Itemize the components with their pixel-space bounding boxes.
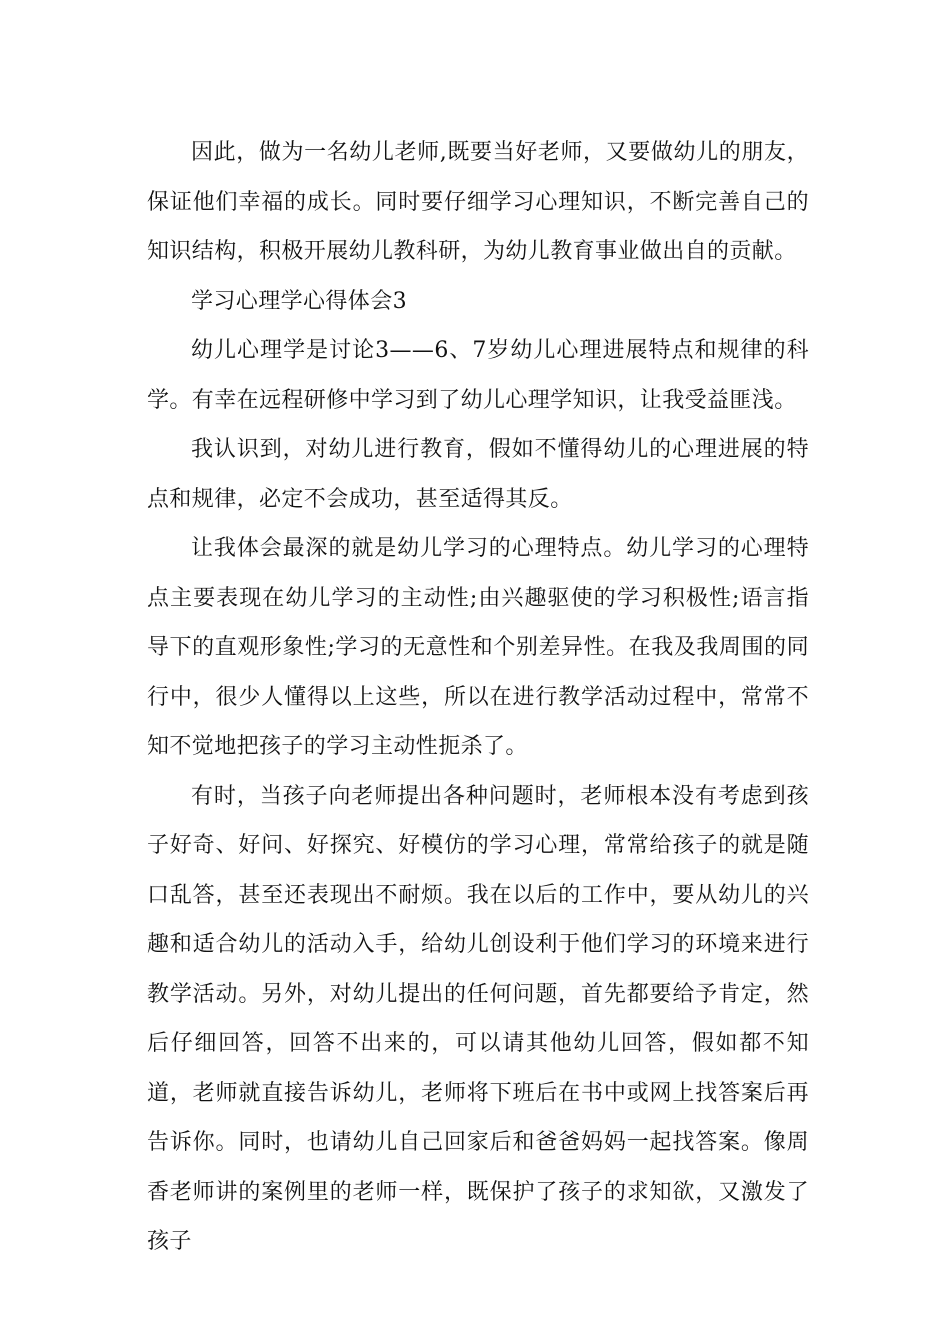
document-body <box>147 128 809 1267</box>
paragraph-understanding: 我认识到，对幼儿进行教育，假如不懂得幼儿的心理进展的特点和规律，必定不会成功，甚至适得其反。 <box>147 437 809 512</box>
paragraph-questions: 有时，当孩子向老师提出各种问题时，老师根本没有考虑到孩子好奇、好问、好探究、好模仿的学习心理，常常给孩子的就是随口乱答，甚至还表现出不耐烦。我在以后的工作中，要从幼儿的兴趣和适合幼儿的活动入手，给幼儿创设利于他们学习的环境来进行教学活动。另外，对幼儿提出的任何问题，首先都要给予肯定，然后仔细回答，回答不出来的，可以请其他幼儿回答，假如都不知道，老师就直接告诉幼儿，老师将下班后在书中或网上找答案后再告诉你。同时，也请幼儿自己回家后和爸爸妈妈一起找答案。像周香老师讲的案例里的老师一样，既保护了孩子的求知欲，又激发了孩子 <box>147 783 809 1254</box>
paragraph-learning-traits: 让我体会最深的就是幼儿学习的心理特点。幼儿学习的心理特点主要表现在幼儿学习的主动性;由兴趣驱使的学习积极性;语言指导下的直观形象性;学习的无意性和个别差异性。在我及我周围的同行中，很少人懂得以上这些，所以在进行教学活动过程中，常常不知不觉地把孩子的学习主动性扼杀了。 <box>147 536 809 759</box>
section-heading: 学习心理学心得体会3 <box>191 288 407 314</box>
paragraph-intro: 幼儿心理学是讨论3——6、7岁幼儿心理进展特点和规律的科学。有幸在远程研修中学习到了幼儿心理学知识，让我受益匪浅。 <box>147 338 809 413</box>
paragraph-conclusion: 因此，做为一名幼儿老师,既要当好老师，又要做幼儿的朋友，保证他们幸福的成长。同时要仔细学习心理知识，不断完善自己的知识结构，积极开展幼儿教科研，为幼儿教育事业做出自的贡献。 <box>147 140 809 264</box>
